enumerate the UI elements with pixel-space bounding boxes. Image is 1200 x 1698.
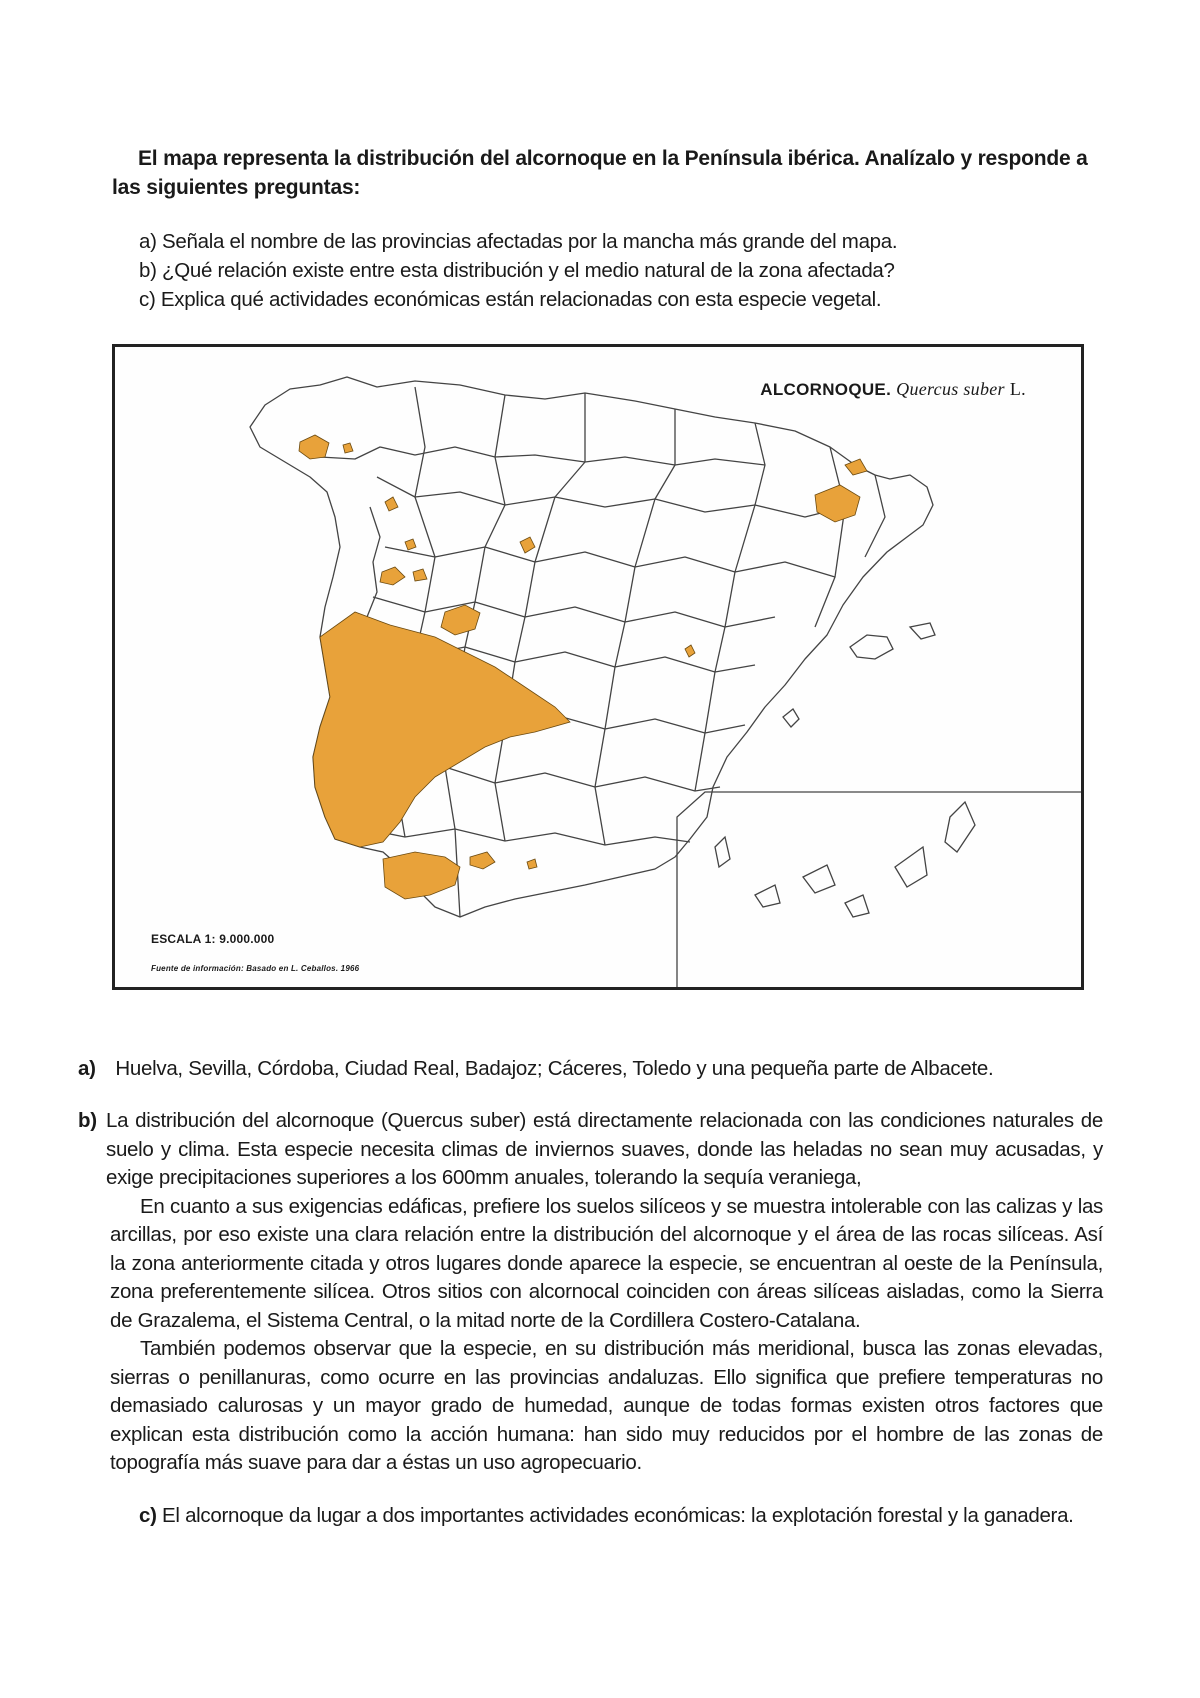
answer-b-paragraph-2: En cuanto a sus exigencias edáficas, prefiere los suelos silíceos y se muestra intolerable con las calizas y las arcillas, por eso existe una clara relación entre la distribución del alcornoque y el área de las rocas silíceas. Así la zona anteriormente citada y otros lugares donde aparece la especie, se encuentran al oeste de la Península, zona preferentemente silícea. Otros sitios con alcornocal coinciden con áreas silíceas aisladas, como la Sierra de Grazalema, el Sistema Central, o la mitad norte de la Cordillera Costero-Catalana. (110, 1194, 1103, 1332)
intro-statement: El mapa representa la distribución del alcornoque en la Península ibérica. Analízalo y responde a las siguientes preguntas: (112, 147, 1088, 199)
answer-a-label: a) (78, 1057, 96, 1080)
answer-a-text: Huelva, Sevilla, Córdoba, Ciudad Real, Badajoz; Cáceres, Toledo y una pequeña parte de Albacete. (115, 1057, 994, 1080)
cork-oak-distribution-map (112, 344, 1084, 990)
main-area (313, 612, 570, 847)
question-b: b) ¿Qué relación existe entre esta distribución y el medio natural de la zona afectada? (139, 259, 895, 282)
answer-b (78, 1107, 1103, 1478)
answer-b-paragraph-3: También podemos observar que la especie, en su distribución más meridional, busca las zonas elevadas, sierras o penillanuras, como ocurre en las provincias andaluzas. Ello significa que prefiere temperaturas no demasiado calurosas y un mayor grado de humedad, aunque de todas formas existen otros factores que explican esta distribución como la acción humana: han sido muy reducidos por el hombre de las zonas de topografía más suave para dar a éstas un uso agropecuario. (110, 1337, 1103, 1474)
answer-c (139, 1502, 1099, 1531)
map-source: Fuente de información: Basado en L. Ceballos. 1966 (151, 964, 360, 973)
question-a: a) Señala el nombre de las provincias afectadas por la mancha más grande del mapa. (139, 230, 898, 253)
balearic-islands (783, 623, 935, 727)
map-title-species: Quercus suber (896, 379, 1005, 399)
map-title-name: ALCORNOQUE. (760, 380, 892, 399)
answer-c-label: c) (139, 1504, 157, 1527)
answer-b-text-1: La distribución del alcornoque (Quercus suber) está directamente relacionada con las condiciones naturales de suelo y clima. Esta especie necesita climas de inviernos suaves, donde las heladas no sean muy acusadas, y exige precipitaciones superiores a los 600mm anuales, tolerando la sequía veraniega, (106, 1109, 1103, 1189)
iberian-peninsula-map (115, 347, 1081, 987)
map-title-author: L. (1009, 379, 1026, 399)
map-title (760, 379, 1026, 400)
cork-oak-areas (299, 435, 867, 899)
answer-b-label: b) (78, 1109, 97, 1132)
cadiz-area (383, 852, 460, 899)
canary-islands-inset (677, 792, 1081, 987)
map-scale: ESCALA 1: 9.000.000 (151, 932, 275, 946)
answer-a (78, 1055, 1103, 1084)
answer-b-paragraph-1 (78, 1107, 1103, 1193)
question-list (139, 227, 1099, 314)
question-c: c) Explica qué actividades económicas están relacionadas con esta especie vegetal. (139, 288, 882, 311)
answer-c-text: El alcornoque da lugar a dos importantes actividades económicas: la explotación forestal y la ganadera. (162, 1504, 1074, 1527)
